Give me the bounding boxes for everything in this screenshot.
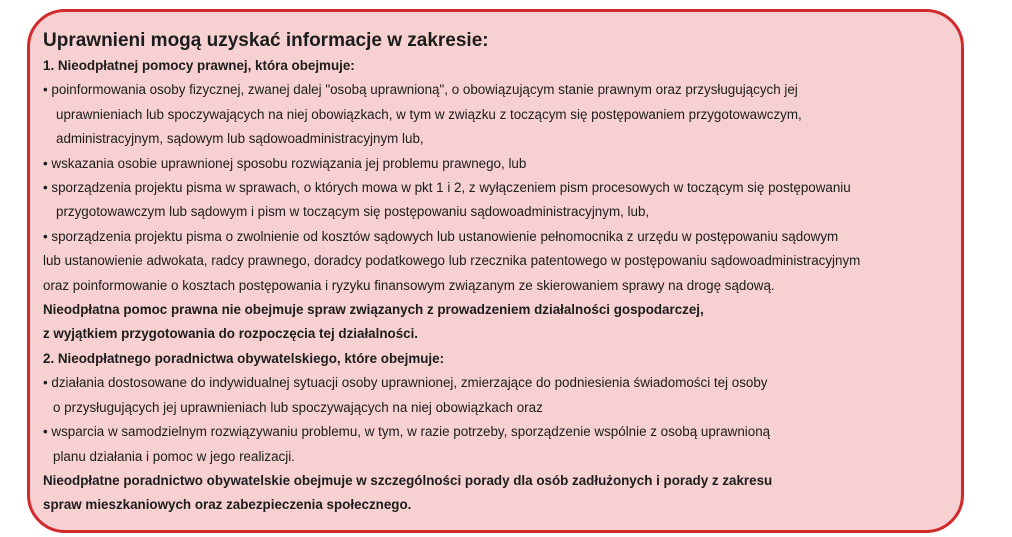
section-1-line: • wskazania osobie uprawnionej sposobu rozwiązania jej problemu prawnego, lub — [43, 155, 527, 171]
section-1-line: • poinformowania osoby fizycznej, zwanej dalej "osobą uprawnioną", o obowiązującym stanie prawnym oraz przysługujących jej — [43, 82, 798, 98]
section-2-line: • wsparcia w samodzielnym rozwiązywaniu problemu, w tym, w razie potrzeby, sporządzenie wspólnie z osobą uprawnioną — [43, 424, 771, 440]
section-1-note: z wyjątkiem przygotowania do rozpoczęcia tej działalności. — [43, 326, 419, 342]
section-1-line: • sporządzenia projektu pisma w sprawach, o których mowa w pkt 1 i 2, z wyłączeniem pism procesowych w toczącym się postępowaniu — [43, 180, 851, 196]
section-2-line: planu działania i pomoc w jego realizacji. — [53, 448, 295, 464]
section-1-line: administracyjnym, sądowym lub sądowoadministracyjnym lub, — [56, 131, 424, 147]
section-1-line: oraz poinformowanie o kosztach postępowania i ryzyku finansowym związanym ze skierowaniem sprawy na drogę sądową. — [43, 277, 775, 293]
section-1-line: przygotowawczym lub sądowym i pism w toczącym się postępowaniu sądowoadministracyjnym, lub, — [56, 204, 650, 220]
section-2-line: o przysługujących jej uprawnieniach lub spoczywających na niej obowiązkach oraz — [53, 399, 543, 415]
section-2-heading: 2. Nieodpłatnego poradnictwa obywatelskiego, które obejmuje: — [43, 350, 445, 366]
section-1-heading: 1. Nieodpłatnej pomocy prawnej, która obejmuje: — [43, 58, 355, 73]
section-1-note: Nieodpłatna pomoc prawna nie obejmuje spraw związanych z prowadzeniem działalności gospodarczej, — [43, 302, 704, 318]
page-title: Uprawnieni mogą uzyskać informacje w zakresie: — [43, 30, 489, 51]
section-1-line: lub ustanowienie adwokata, radcy prawnego, doradcy podatkowego lub rzecznika patentowego w postępowaniu sądowoadministracyjnym — [43, 253, 861, 269]
section-2-line: • działania dostosowane do indywidualnej sytuacji osoby uprawnionej, zmierzające do podniesienia świadomości tej osoby — [43, 375, 768, 391]
section-2-note: spraw mieszkaniowych oraz zabezpieczenia społecznego. — [43, 497, 412, 513]
section-2-note: Nieodpłatne poradnictwo obywatelskie obejmuje w szczególności porady dla osób zadłużonych i porady z zakresu — [43, 472, 773, 488]
section-1-line: • sporządzenia projektu pisma o zwolnienie od kosztów sądowych lub ustanowienie pełnomocnika z urzędu w postępowaniu sądowym — [43, 228, 839, 244]
section-1-line: uprawnieniach lub spoczywających na niej obowiązkach, w tym w związku z toczącym się postępowaniem przygotowawczym, — [56, 106, 802, 122]
info-content — [43, 28, 958, 518]
